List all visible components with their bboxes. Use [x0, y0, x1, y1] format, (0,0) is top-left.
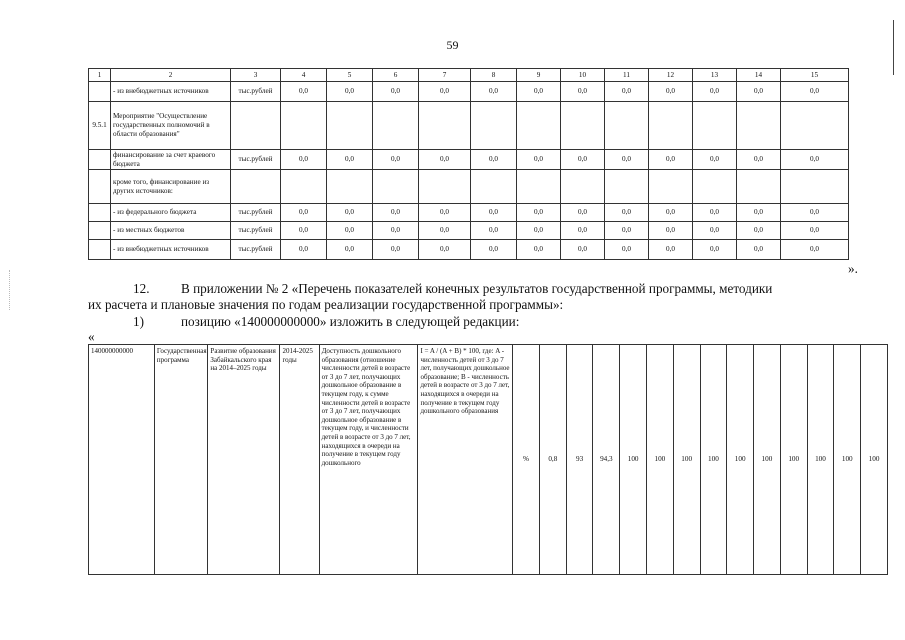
indicator-value: 100: [620, 345, 647, 575]
row-value: [471, 170, 517, 204]
row-value: 0,0: [693, 240, 737, 260]
row-value: 0,0: [419, 150, 471, 170]
header-cell: 15: [781, 69, 849, 82]
table-row: [89, 204, 849, 222]
row-value: 0,0: [327, 222, 373, 240]
row-value: 0,0: [373, 82, 419, 102]
indicator-unit: %: [513, 345, 540, 575]
row-value: 0,0: [281, 222, 327, 240]
header-cell: 3: [231, 69, 281, 82]
row-value: [281, 102, 327, 150]
row-value: 0,0: [649, 240, 693, 260]
table-row: [89, 170, 849, 204]
row-value: 0,0: [561, 82, 605, 102]
table-row: [89, 240, 849, 260]
row-value: [649, 170, 693, 204]
row-name: - из внебюджетных источников: [111, 240, 231, 260]
row-value: 0,0: [737, 222, 781, 240]
row-value: 0,0: [419, 204, 471, 222]
indicator-table: [88, 344, 888, 575]
row-name: - из местных бюджетов: [111, 222, 231, 240]
row-value: [419, 170, 471, 204]
row-value: 0,0: [781, 150, 849, 170]
row-value: 0,0: [737, 204, 781, 222]
row-value: 0,0: [419, 82, 471, 102]
paragraph-12-line2: их расчета и плановые значения по годам реализации государственной программы»:: [88, 297, 564, 312]
row-unit: [231, 102, 281, 150]
indicator-value: 100: [754, 345, 781, 575]
row-value: [561, 170, 605, 204]
row-value: 0,0: [693, 150, 737, 170]
indicator-formula: I = A / (A + B) * 100, где: A - численность детей от 3 до 7 лет, получающих дошкольное образование; B - численность детей в возрасте от 3 до 7 лет, находящихся в очереди на получение в текущем году дошкольного образования: [418, 345, 513, 575]
header-cell: 9: [517, 69, 561, 82]
row-value: [471, 102, 517, 150]
indicator-value: 100: [807, 345, 834, 575]
row-value: 0,0: [737, 150, 781, 170]
row-unit: тыс.рублей: [231, 222, 281, 240]
row-value: 0,0: [737, 82, 781, 102]
row-value: 0,0: [561, 150, 605, 170]
row-value: 0,0: [649, 82, 693, 102]
table-row: [89, 102, 849, 150]
row-unit: тыс.рублей: [231, 82, 281, 102]
program-period: 2014-2025 годы: [280, 345, 319, 575]
row-code: [89, 170, 111, 204]
row-value: 0,0: [781, 204, 849, 222]
row-value: 0,0: [471, 240, 517, 260]
row-value: 0,0: [327, 82, 373, 102]
row-value: [693, 170, 737, 204]
row-name: - из внебюджетных источников: [111, 82, 231, 102]
row-value: [649, 102, 693, 150]
row-value: 0,0: [517, 150, 561, 170]
row-value: [517, 102, 561, 150]
row-value: 0,0: [561, 204, 605, 222]
row-value: 0,0: [693, 82, 737, 102]
indicator-value: 100: [673, 345, 700, 575]
indicator-value: 100: [780, 345, 807, 575]
header-cell: 7: [419, 69, 471, 82]
header-cell: 8: [471, 69, 517, 82]
row-value: [605, 170, 649, 204]
row-value: [605, 102, 649, 150]
row-unit: тыс.рублей: [231, 204, 281, 222]
header-cell: 13: [693, 69, 737, 82]
row-value: [781, 102, 849, 150]
indicator-value: 100: [834, 345, 861, 575]
header-cell: 10: [561, 69, 605, 82]
row-value: 0,0: [605, 82, 649, 102]
header-cell: 2: [111, 69, 231, 82]
row-value: 0,0: [517, 82, 561, 102]
row-value: 0,0: [605, 240, 649, 260]
row-value: [781, 170, 849, 204]
row-value: 0,0: [373, 222, 419, 240]
row-name: кроме того, финансирование из других источников:: [111, 170, 231, 204]
row-value: 0,0: [281, 204, 327, 222]
row-code: [89, 240, 111, 260]
row-value: 0,0: [605, 150, 649, 170]
row-value: [281, 170, 327, 204]
table-header-row: [89, 69, 849, 82]
row-value: 0,0: [327, 150, 373, 170]
indicator-value: 100: [647, 345, 674, 575]
indicator-row: [89, 345, 888, 575]
row-value: 0,0: [561, 240, 605, 260]
row-value: 0,0: [693, 222, 737, 240]
item-1-number: 1): [133, 314, 144, 329]
row-value: [327, 170, 373, 204]
row-name: Мероприятие "Осуществление государственных полномочий в области образования": [111, 102, 231, 150]
indicator-name: Доступность дошкольного образования (отношение численности детей в возрасте от 3 до 7 лет, получающих дошкольное образование в текущем году, к сумме численности детей в возрасте от 3 до 7 лет, получающих дошкольное образование в текущем году, и численности детей в возрасте от 3 до 7 лет, находящихся в очереди на получение в текущем году дошкольного: [319, 345, 418, 575]
row-value: [373, 102, 419, 150]
row-value: 0,0: [471, 204, 517, 222]
row-code: [89, 150, 111, 170]
row-value: 0,0: [649, 150, 693, 170]
row-value: 0,0: [517, 204, 561, 222]
row-value: 0,0: [471, 222, 517, 240]
header-cell: 12: [649, 69, 693, 82]
program-name: Развитие образования Забайкальского края на 2014–2025 годы: [208, 345, 280, 575]
row-value: 0,0: [327, 240, 373, 260]
row-value: 0,0: [605, 222, 649, 240]
indicator-value: 100: [700, 345, 727, 575]
margin-dotted-line: [9, 270, 11, 310]
row-value: [561, 102, 605, 150]
opening-quote: «: [88, 329, 95, 344]
financing-table: [88, 68, 849, 260]
row-value: 0,0: [517, 222, 561, 240]
row-value: 0,0: [327, 204, 373, 222]
closing-quote: ».: [848, 261, 858, 276]
row-value: [737, 170, 781, 204]
header-cell: 14: [737, 69, 781, 82]
row-name: финансирование за счет краевого бюджета: [111, 150, 231, 170]
program-code: 140000000000: [89, 345, 155, 575]
row-code: [89, 222, 111, 240]
row-value: 0,0: [693, 204, 737, 222]
row-value: 0,0: [373, 150, 419, 170]
row-value: 0,0: [281, 82, 327, 102]
paragraph-12-number: 12.: [133, 281, 150, 296]
row-code: [89, 204, 111, 222]
row-value: [693, 102, 737, 150]
row-value: 0,0: [373, 204, 419, 222]
row-value: [737, 102, 781, 150]
row-value: 0,0: [419, 240, 471, 260]
row-code: 9.5.1: [89, 102, 111, 150]
table-row: [89, 82, 849, 102]
row-value: 0,0: [737, 240, 781, 260]
row-value: 0,0: [517, 240, 561, 260]
header-cell: 4: [281, 69, 327, 82]
row-value: 0,0: [649, 204, 693, 222]
row-value: [419, 102, 471, 150]
header-cell: 1: [89, 69, 111, 82]
row-value: [327, 102, 373, 150]
row-value: 0,0: [781, 222, 849, 240]
row-value: 0,0: [781, 82, 849, 102]
item-1-text: позицию «140000000000» изложить в следующей редакции:: [181, 314, 520, 329]
row-value: 0,0: [281, 240, 327, 260]
row-value: 0,0: [281, 150, 327, 170]
row-value: 0,0: [471, 150, 517, 170]
row-value: 0,0: [649, 222, 693, 240]
indicator-value: 100: [727, 345, 754, 575]
program-type: Государственная программа: [154, 345, 208, 575]
table-row: [89, 222, 849, 240]
row-unit: тыс.рублей: [231, 150, 281, 170]
row-value: 0,0: [471, 82, 517, 102]
paragraph-12-line1: В приложении № 2 «Перечень показателей конечных результатов государственной программы, методики: [181, 281, 773, 296]
row-value: 0,0: [419, 222, 471, 240]
row-value: [517, 170, 561, 204]
header-cell: 6: [373, 69, 419, 82]
page-number: 59: [446, 38, 459, 52]
row-name: - из федерального бюджета: [111, 204, 231, 222]
row-value: 0,0: [605, 204, 649, 222]
indicator-value: 93: [566, 345, 593, 575]
row-value: 0,0: [561, 222, 605, 240]
header-cell: 5: [327, 69, 373, 82]
row-value: 0,0: [373, 240, 419, 260]
table-row: [89, 150, 849, 170]
row-value: 0,0: [781, 240, 849, 260]
row-value: [373, 170, 419, 204]
row-code: [89, 82, 111, 102]
row-unit: [231, 170, 281, 204]
indicator-value: 94,3: [593, 345, 620, 575]
header-cell: 11: [605, 69, 649, 82]
row-unit: тыс.рублей: [231, 240, 281, 260]
indicator-value: 0,8: [539, 345, 566, 575]
indicator-value: 100: [861, 345, 888, 575]
